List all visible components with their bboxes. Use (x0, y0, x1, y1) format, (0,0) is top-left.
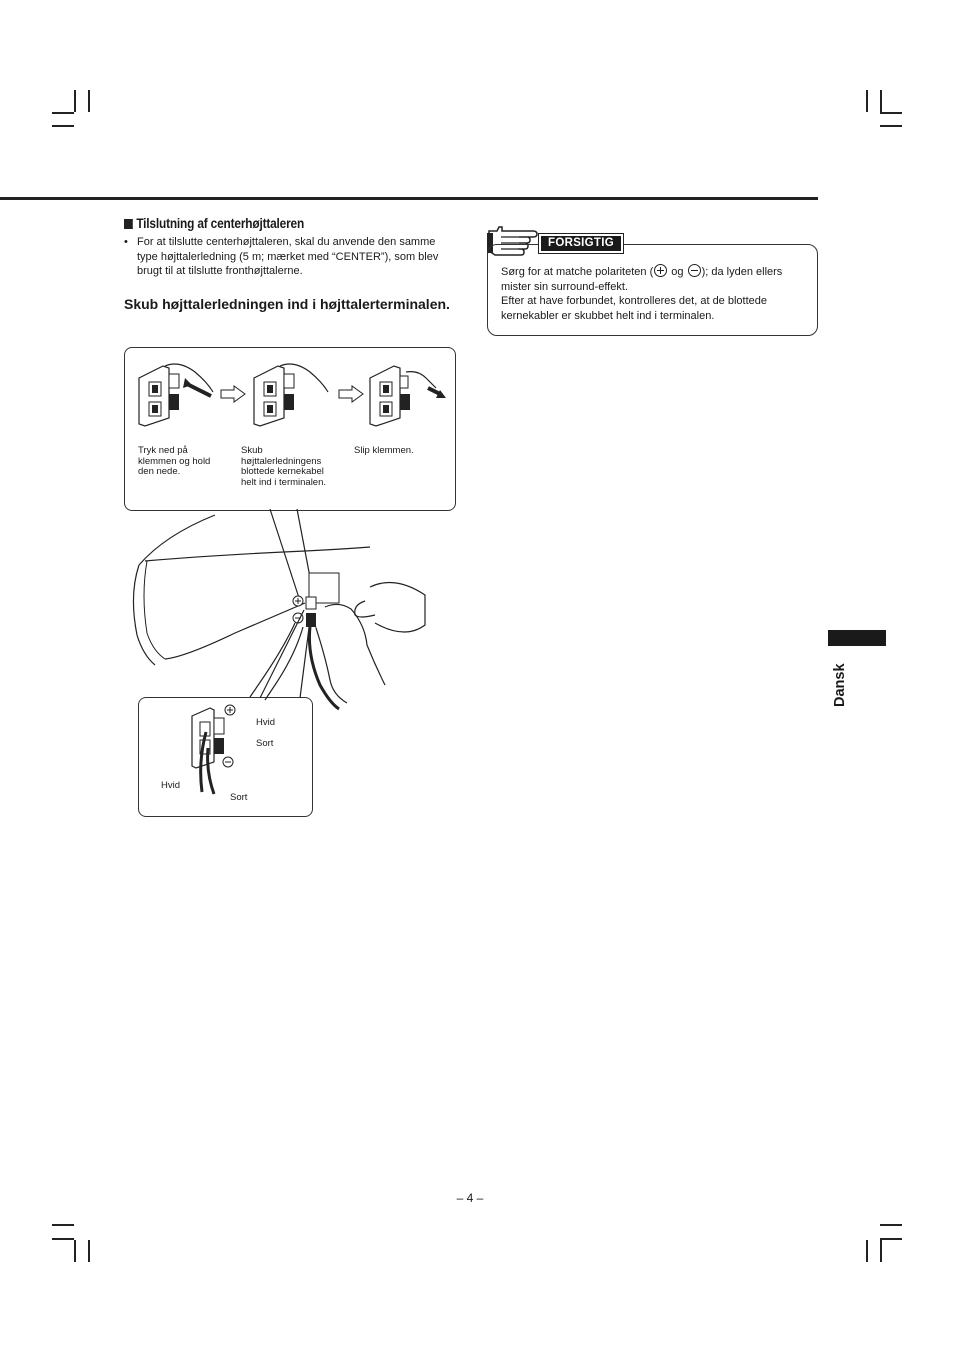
right-arrow-icon (220, 386, 246, 402)
header-rule (0, 197, 818, 200)
minus-circle-icon (688, 264, 701, 277)
crop-mark (866, 90, 868, 112)
crop-mark (52, 112, 74, 114)
caution-text-part: Sørg for at matche polariteten ( (501, 266, 654, 278)
bullet-text: For at tilslutte centerhøjttaleren, skal du anvende den samme type højttalerledning (5 m; mærket med “CENTER”), som blev brugt til at tilslutte fronthøjttalerne. (137, 236, 439, 277)
square-bullet-icon (124, 219, 133, 229)
crop-mark (88, 90, 90, 112)
step-3-terminal-illustration (366, 358, 448, 428)
bullet-dot-icon: • (124, 236, 128, 248)
section-title (124, 216, 304, 231)
plus-circle-icon (654, 264, 667, 277)
step-3-caption: Slip klemmen. (354, 445, 414, 456)
caution-text-part: og (668, 266, 687, 278)
crop-mark (74, 1240, 76, 1262)
crop-mark (880, 1240, 882, 1262)
caution-text (501, 264, 806, 323)
callout-lines (240, 600, 320, 700)
caution-label (538, 233, 624, 254)
page-number: – 4 – (456, 1191, 484, 1205)
black-wire-label-top: Sort (256, 738, 274, 749)
crop-mark (880, 1224, 902, 1226)
language-tab-bar (828, 630, 886, 646)
crop-mark (52, 1238, 74, 1240)
right-arrow-icon (338, 386, 364, 402)
step-1-terminal-illustration (135, 358, 215, 428)
crop-mark (880, 1238, 902, 1240)
crop-mark (74, 90, 76, 112)
step-1-caption: Tryk ned på klemmen og hold den nede. (138, 445, 211, 477)
crop-mark (52, 1224, 74, 1226)
black-wire-label-bottom: Sort (230, 792, 248, 803)
crop-mark (88, 1240, 90, 1262)
terminal-detail-illustration (188, 702, 248, 798)
caution-text-part: Efter at have forbundet, kontrolleres det, at de blottede kernekabler er skubbet helt ind i terminalen. (501, 295, 768, 322)
caution-text-part: ); da lyden ellers mister sin surround-effekt. (501, 266, 783, 293)
crop-mark (52, 125, 74, 127)
subheading: Skub højttalerledningen ind i højttalerterminalen. (124, 296, 450, 312)
crop-mark (880, 112, 902, 114)
caution-label-text: FORSIGTIG (541, 236, 621, 251)
language-tab-label: Dansk (832, 663, 848, 707)
crop-mark (880, 125, 902, 127)
bullet-paragraph (124, 235, 459, 279)
step-2-terminal-illustration (250, 358, 330, 428)
section-title-text: Tilslutning af centerhøjttaleren (136, 216, 305, 231)
step-2-caption: Skub højttalerledningens blottede kernekabel helt ind i terminalen. (241, 445, 327, 488)
white-wire-label-bottom: Hvid (161, 780, 181, 791)
crop-mark (880, 90, 882, 112)
white-wire-label-top: Hvid (256, 717, 276, 728)
crop-mark (866, 1240, 868, 1262)
